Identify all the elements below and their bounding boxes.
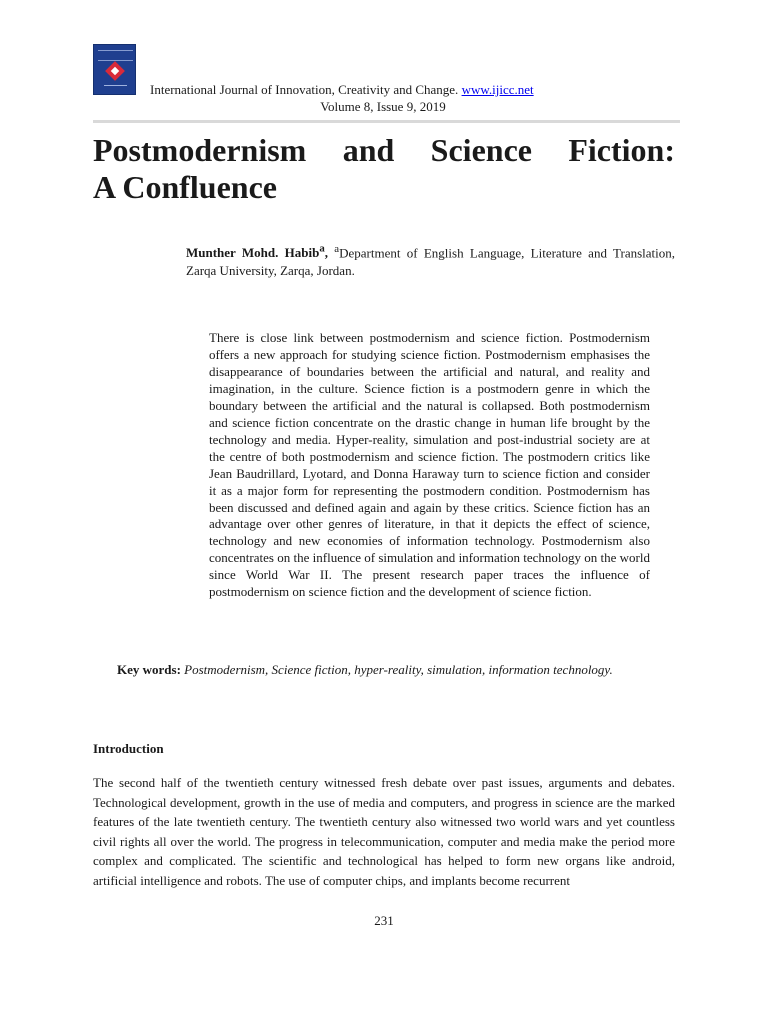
logo-footer-line (104, 85, 127, 86)
logo-diamond-icon (105, 61, 125, 81)
paper-title (93, 132, 675, 206)
introduction-heading: Introduction (93, 741, 164, 756)
affiliation-text: Department of English Language, Literature and Translation, Zarqa University, Zarqa, Jordan. (186, 245, 676, 279)
journal-logo (93, 44, 136, 95)
author-name: Munther Mohd. Habib$^a$, (186, 243, 328, 261)
abstract: There is close link between postmodernism and science fiction. Postmodernism offers a new approach for studying science fiction. Postmodernism emphasises the disappearance of boundaries between the artificial and natural, and reality and imagination, in the culture. Science fiction is a postmodern genre in which the boundary between the artificial and the natural is collapsed. Both postmodernism and science fiction concentrate on the drastic change in human life brought by the technology and media. Hyper-reality, simulation and post-industrial society are at the centre of both postmodernism and science fiction. The postmodern critics like Jean Baudrillard, Lyotard, and Donna Haraway turn to science fiction and consider it as a major form for representing the postmodern condition. Postmodernism has been discussed and defined again and again by these critics. Science fiction has an advantage over other genres of literature, in that it depicts the effect of science, technology and new economies of information technology. Postmodernism also concentrates on the influence of simulation and information technology on the world since World War II. The present research paper traces the influence of postmodernism on science fiction and the development of science fiction. (209, 330, 650, 600)
title-line-1: Postmodernism and Science Fiction: (93, 132, 675, 168)
title-line-2: A Confluence (93, 169, 277, 205)
keywords-label: Key words: (117, 662, 181, 677)
journal-url-link[interactable]: www.ijicc.net (461, 82, 534, 97)
logo-text-lines (98, 50, 133, 61)
introduction-paragraph: The second half of the twentieth century witnessed fresh debate over past issues, arguments and debates. Technological development, growth in the use of media and computers, and progress in science are the marked features of the late twentieth century. The twentieth century also witnessed two world wars and yet countless civil rights all over the world. The progress in telecommunication, computer and media make the period more complex and complicated. The scientific and technological has helped to form new organs like android, artificial intelligence and robots. The use of computer chips, and implants become recurrent (93, 775, 675, 888)
header-divider (93, 120, 680, 123)
volume-info: Volume 8, Issue 9, 2019 (320, 99, 446, 114)
author-superscript: a (319, 243, 325, 255)
journal-header (150, 82, 534, 98)
keywords (117, 661, 650, 679)
author-affiliation (186, 240, 675, 280)
affiliation-marker: a (334, 243, 340, 255)
keywords-text: Postmodernism, Science fiction, hyper-reality, simulation, information technology. (184, 662, 613, 677)
journal-name: International Journal of Innovation, Creativity and Change. (150, 82, 459, 97)
page-number: 231 (374, 913, 394, 928)
